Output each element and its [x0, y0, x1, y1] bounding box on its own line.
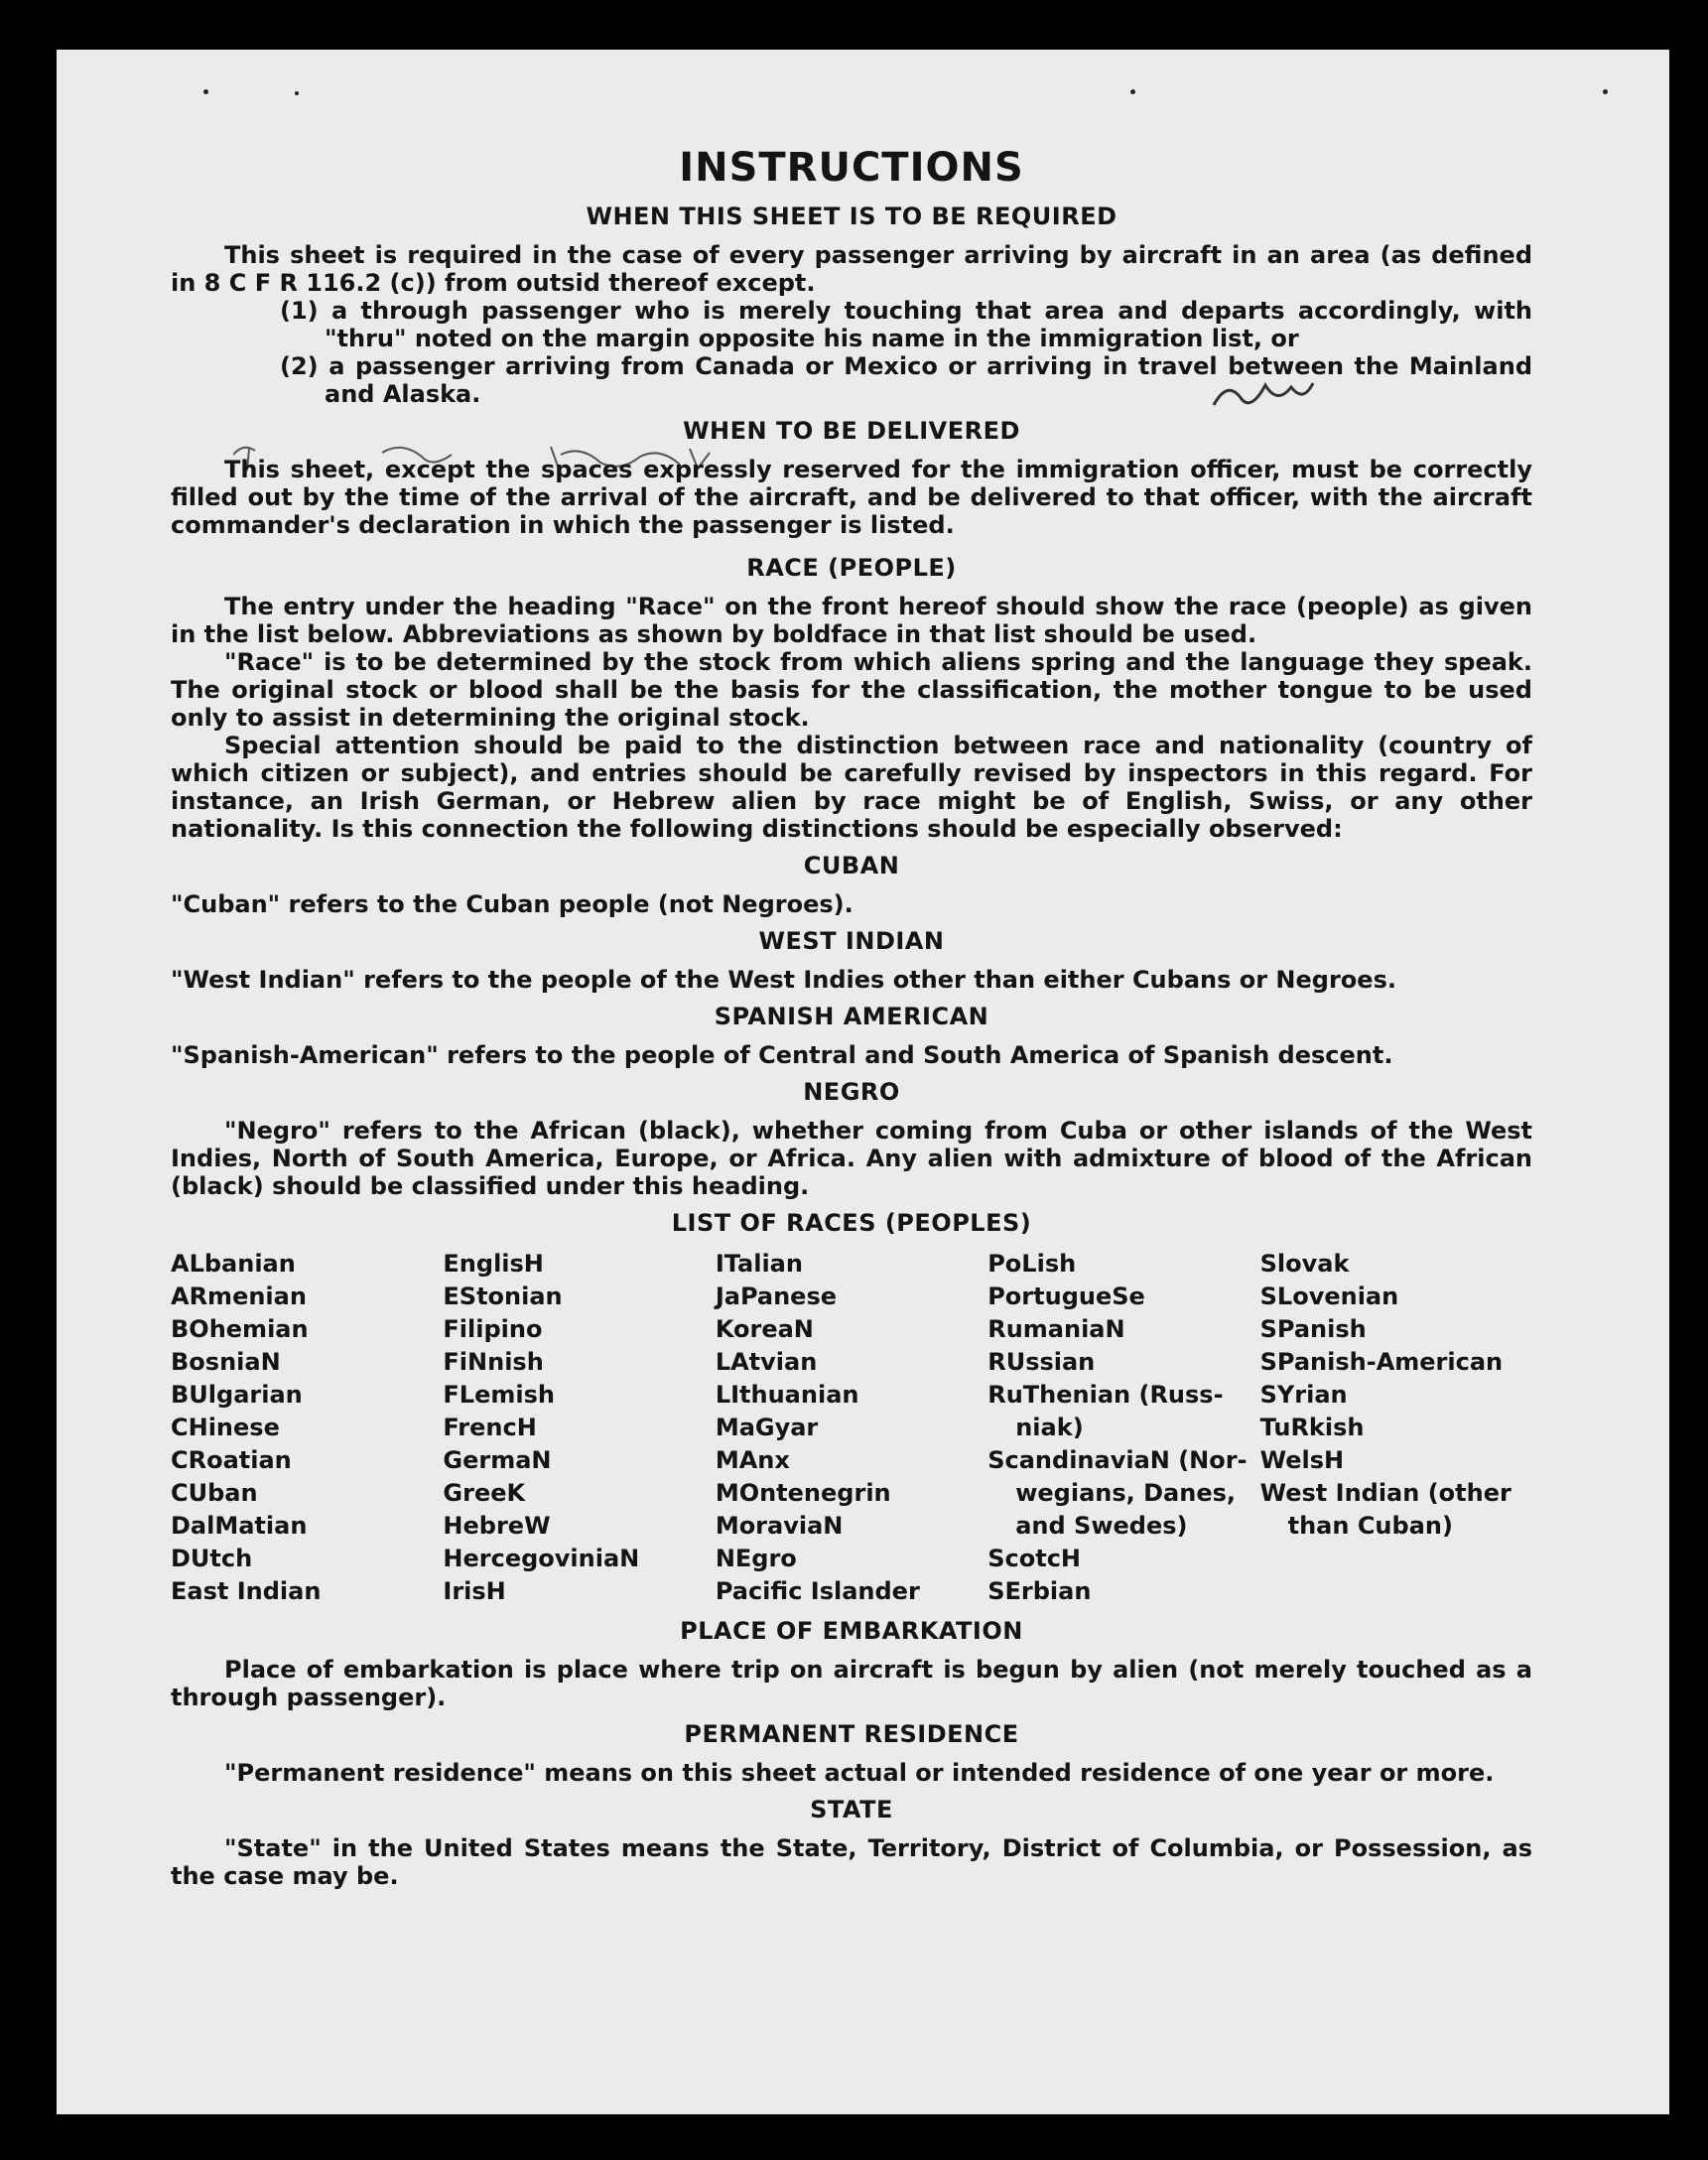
race-item: PortugueSe [987, 1282, 1145, 1310]
race-item: SLovenian [1259, 1282, 1399, 1310]
race-item: BUlgarian [171, 1381, 303, 1409]
race-item: RUssian [987, 1348, 1096, 1376]
race-item: MaGyar [715, 1414, 819, 1441]
race-item: Slovak [1259, 1250, 1350, 1278]
race-item: HercegoviniaN [443, 1545, 640, 1572]
document-page [57, 50, 1669, 2114]
race-item: BOhemian [171, 1315, 309, 1343]
race-paragraph: "Race" is to be determined by the stock from which aliens spring and the language they speak. The original stock or blood shall be the basis for the classification, the mother tongue to be used only to assist in determining the original stock. [171, 648, 1532, 732]
race-item: MoraviaN [715, 1512, 844, 1540]
race-item: KoreaN [715, 1315, 814, 1343]
heading-spanish-american: SPANISH AMERICAN [714, 1003, 989, 1030]
race-item: RumaniaN [987, 1315, 1125, 1343]
race-column [716, 1248, 987, 1608]
race-item: LIthuanian [715, 1381, 859, 1409]
exception-item: (1) a through passenger who is merely touching that area and departs accordingly, with "thru" noted on the margin opposite his name in the immigration list, or [280, 297, 1532, 352]
race-item: DalMatian [171, 1512, 308, 1540]
race-item-continued: than Cuban) [1287, 1512, 1453, 1540]
scan-speck [203, 89, 208, 94]
race-item: Pacific Islander [715, 1577, 920, 1605]
race-item: FrencH [443, 1414, 537, 1441]
race-item: PoLish [987, 1250, 1077, 1278]
race-item: FiNnish [443, 1348, 544, 1376]
race-paragraph: Special attention should be paid to the distinction between race and nationality (country of which citizen or subject), and entries should be carefully revised by inspectors in this regard. For instance, an Irish German, or Hebrew alien by race might be of English, Swiss, or any other nationality. Is this connection the following distinctions should be especially observed: [171, 732, 1532, 843]
west-indian-text: "West Indian" refers to the people of the West Indies other than either Cubans or Negroes. [171, 966, 1396, 994]
heading-state: STATE [810, 1796, 893, 1823]
race-item: SYrian [1259, 1381, 1348, 1409]
race-item: BosniaN [171, 1348, 281, 1376]
race-item: DUtch [171, 1545, 253, 1572]
race-paragraph: The entry under the heading "Race" on the front hereof should show the race (people) as given in the list below. Abbreviations as shown by boldface in that list should be used. [171, 593, 1532, 648]
race-item: SPanish-American [1259, 1348, 1504, 1376]
spanish-american-text: "Spanish-American" refers to the people of Central and South America of Spanish descent. [171, 1041, 1393, 1069]
race-list [171, 1248, 1532, 1608]
race-item: ScotcH [987, 1545, 1082, 1572]
race-item-continued: wegians, Danes, [1015, 1479, 1236, 1507]
race-item: EnglisH [443, 1250, 544, 1278]
race-item: EStonian [443, 1282, 563, 1310]
race-item: GreeK [443, 1479, 526, 1507]
race-item: CHinese [171, 1414, 280, 1441]
heading-cuban: CUBAN [803, 852, 900, 879]
race-item: SErbian [987, 1577, 1092, 1605]
heading-embarkation: PLACE OF EMBARKATION [680, 1617, 1023, 1645]
race-item-continued: and Swedes) [1015, 1512, 1188, 1540]
race-item: MAnx [715, 1446, 790, 1474]
race-item: GermaN [443, 1446, 552, 1474]
race-column [171, 1248, 443, 1608]
race-item: WelsH [1259, 1446, 1345, 1474]
exception-item: (2) a passenger arriving from Canada or Mexico or arriving in travel between the Mainland and Alaska. [280, 352, 1532, 408]
exception-list [280, 297, 1532, 408]
state-text: "State" in the United States means the State, Territory, District of Columbia, or Possession, as the case may be. [171, 1834, 1532, 1890]
race-item: LAtvian [715, 1348, 818, 1376]
scan-speck [295, 91, 299, 95]
race-item: NEgro [715, 1545, 797, 1572]
race-column [443, 1248, 715, 1608]
race-column [1260, 1248, 1532, 1608]
embarkation-text: Place of embarkation is place where trip on aircraft is begun by alien (not merely touched as a through passenger). [171, 1656, 1532, 1711]
race-item: HebreW [443, 1512, 551, 1540]
residence-text: "Permanent residence" means on this sheet actual or intended residence of one year or more. [224, 1759, 1495, 1787]
document-content [171, 144, 1532, 1890]
cuban-text: "Cuban" refers to the Cuban people (not Negroes). [171, 890, 854, 918]
race-item: West Indian (other [1259, 1479, 1511, 1507]
race-item: ITalian [715, 1250, 803, 1278]
race-item: RuThenian (Russ- [987, 1381, 1224, 1409]
race-item: MOntenegrin [715, 1479, 891, 1507]
when-delivered-text: This sheet, except the spaces expressly reserved for the immigration officer, must be correctly filled out by the time of the arrival of the aircraft, and be delivered to that officer, with the aircraft commander's declaration in which the passenger is listed. [171, 456, 1532, 539]
scan-speck [1130, 89, 1135, 94]
race-item-continued: niak) [1015, 1414, 1084, 1441]
race-item: ScandinaviaN (Nor- [987, 1446, 1248, 1474]
race-item: JaPanese [715, 1282, 838, 1310]
race-item: East Indian [171, 1577, 322, 1605]
race-item: TuRkish [1259, 1414, 1365, 1441]
heading-permanent-residence: PERMANENT RESIDENCE [684, 1720, 1019, 1748]
when-required-intro: This sheet is required in the case of every passenger arriving by aircraft in an area (as defined in 8 C F R 116.2 (c)) from outsid thereof except. [171, 241, 1532, 297]
heading-when-required: WHEN THIS SHEET IS TO BE REQUIRED [586, 202, 1117, 230]
race-item: SPanish [1259, 1315, 1367, 1343]
heading-west-indian: WEST INDIAN [758, 927, 945, 955]
heading-list-of-races: LIST OF RACES (PEOPLES) [671, 1209, 1032, 1237]
race-column [987, 1248, 1259, 1608]
heading-negro: NEGRO [803, 1078, 900, 1106]
race-item: FLemish [443, 1381, 555, 1409]
race-item: ARmenian [171, 1282, 307, 1310]
race-item: CRoatian [171, 1446, 292, 1474]
race-item: IrisH [443, 1577, 506, 1605]
race-item: CUban [171, 1479, 258, 1507]
heading-when-delivered: WHEN TO BE DELIVERED [683, 417, 1020, 445]
race-item: Filipino [443, 1315, 543, 1343]
scan-speck [1603, 89, 1608, 94]
race-item: ALbanian [171, 1250, 296, 1278]
negro-text: "Negro" refers to the African (black), whether coming from Cuba or other islands of the West Indies, North of South America, Europe, or Africa. Any alien with admixture of blood of the African (black) should be classified under this heading. [171, 1117, 1532, 1200]
heading-race: RACE (PEOPLE) [746, 554, 957, 582]
page-title: INSTRUCTIONS [679, 145, 1024, 191]
